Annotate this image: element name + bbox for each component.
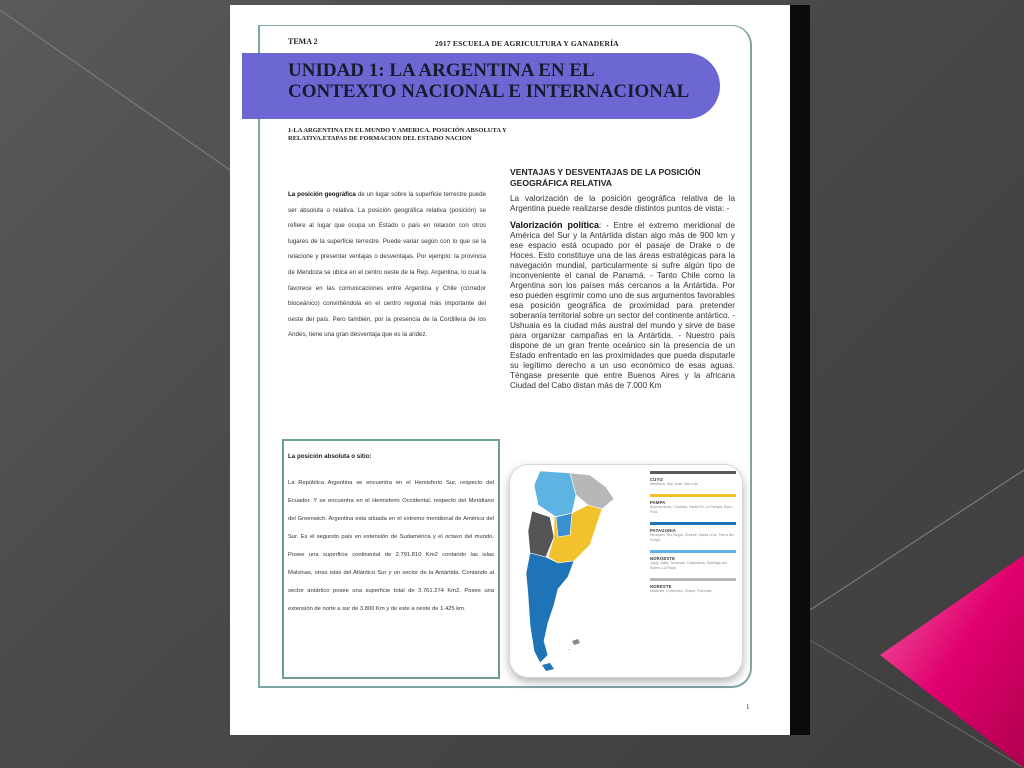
legend-item — [650, 578, 736, 594]
politica-label: Valorización política — [510, 220, 600, 230]
legend-region-desc: Misiones, Corrientes, Chaco, Formosa — [650, 589, 712, 593]
subtitle-line-2: RELATIVA.ETAPAS DE FORMACION DEL ESTADO NACION — [288, 135, 472, 142]
legend-color-bar — [650, 471, 736, 474]
legend-region-name: NOROESTE — [650, 556, 676, 561]
absolute-position-box — [282, 439, 500, 679]
legend-item — [650, 471, 736, 487]
legend-region-desc: Neuquén, Río Negro, Chubut, Santa Cruz, Tierra del Fuego — [650, 533, 734, 542]
header-school: 2017 ESCUELA DE AGRICULTURA Y GANADERÍA — [435, 39, 619, 48]
left-column-lead: La posición geográfica — [288, 191, 356, 198]
legend-region-desc: Mendoza, San Juan, San Luis — [650, 482, 698, 486]
right-column-title: VENTAJAS Y DESVENTAJAS DE LA POSICIÓN GEOGRÁFICA RELATIVA — [510, 167, 701, 188]
title-line-2: CONTEXTO NACIONAL E INTERNACIONAL — [288, 81, 690, 102]
map-legend — [650, 471, 736, 601]
legend-region-desc: Buenos Aires, Córdoba, Santa Fe, La Pampa, Entre Ríos — [650, 505, 733, 514]
header-topic: TEMA 2 — [288, 37, 318, 46]
legend-region-desc: Jujuy, Salta, Tucumán, Catamarca, Santiago del Estero, La Rioja — [650, 561, 727, 570]
subtitle-line-1: 1-LA ARGENTINA EN EL MUNDO Y AMERICA. POSICIÓN ABSOLUTA Y — [288, 127, 507, 134]
politica-text: : - Entre el extremo meridional de América del Sur y la Antártida distan algo más de 900 km y ese espacio está ocupado por el pasaje de Drake o de Hoces. Esto constituye una de las áreas estratégicas para la navegación mundial, particularmente si sufre algún tipo de inconveniente el canal de Panamá. - Tanto Chile como la Argentina son los países más cercanos a la Antártida. Por eso pueden esgrimir como uno de sus argumentos favorables esa posición geográfica de proximidad para pretender soberanía territorial sobre un sector del continente antártico. - Ushuaia es la ciudad más austral del mundo y sirve de base para organizar campañas en la Antártida. - Nuestro país dispone de un gran frente oceánico sin la presencia de un Estado enfrentado en las proximidades que pueda disputarle su legítimo derecho a un uso económico de esas aguas. Téngase presente que entre Buenos Aires y la africana Ciudad del Cabo distan más de 7.000 Km — [510, 221, 735, 390]
document-page — [230, 5, 790, 735]
legend-color-bar — [650, 522, 736, 525]
regions-map-card — [510, 465, 742, 677]
legend-region-name: PATAGONIA — [650, 528, 676, 533]
page-title — [288, 60, 718, 102]
page-number: 1 — [746, 703, 750, 711]
legend-item — [650, 494, 736, 515]
title-line-1: UNIDAD 1: LA ARGENTINA EN EL — [288, 60, 595, 81]
right-column-intro: La valorización de la posición geográfica relativa de la Argentina puede realizarse desde distintos puntos de vista: - — [510, 194, 735, 213]
absolute-position-title: La posición absoluta o sitio: — [288, 453, 372, 460]
legend-item — [650, 550, 736, 571]
page-shadow — [788, 5, 810, 735]
absolute-position-text: La República Argentina se encuentra en el Hemisferio Sur, respecto del Ecuador. Y se encuentra en el Hemisferio Occidental, respecto del Meridiano del Greenwich. Argentina esta situada en el extremo meridional de América del Sur. Es el segundo país en extensión de Sudamérica y el octavo del mundo. Posee una superficie continental de 2.791.810 Km2 contando las islas Malvinas, otras islas del Atlántico Sur y un sector de la Antártida. Contando al sector antártico posee una superficie total de 3.761.274 Km2. Posee una extensión de norte a sur de 3.800 Km y de este a oeste de 1.425 km. — [288, 480, 494, 612]
left-column-text — [288, 187, 486, 343]
legend-color-bar — [650, 494, 736, 497]
legend-region-name: NORESTE — [650, 584, 672, 589]
legend-region-name: PAMPA — [650, 500, 666, 505]
legend-item — [650, 522, 736, 543]
legend-color-bar — [650, 578, 736, 581]
right-column-politica — [510, 220, 735, 391]
legend-color-bar — [650, 550, 736, 553]
legend-region-name: CUYO — [650, 477, 663, 482]
section-subtitle — [288, 127, 628, 143]
right-column-text — [510, 194, 735, 397]
argentina-map-icon — [510, 465, 650, 677]
svg-text:~: ~ — [568, 647, 571, 652]
left-column-body: de un lugar sobre la superficie terrestre puede ser absoluta o relativa. La posición geográfica relativa (posición) se refiere al lugar que ocupa un Estado o país en relación con otros lugares de la superficie terrestre. Puede variar según con lo que se la relacione y presentar ventajas o desventajas. Por ejemplo: la provincia de Mendoza se ubica en el centro oeste de la Rep. Argentina, lo cual la favorece en las comunicaciones entre Argentina y Chile (corredor bioceánico) convirtiéndola en el centro regional más importante del oeste del país. Pero también, por la presencia de la Cordillera de los Andes, tiene una gran desventaja que es la aridez. — [288, 191, 486, 339]
